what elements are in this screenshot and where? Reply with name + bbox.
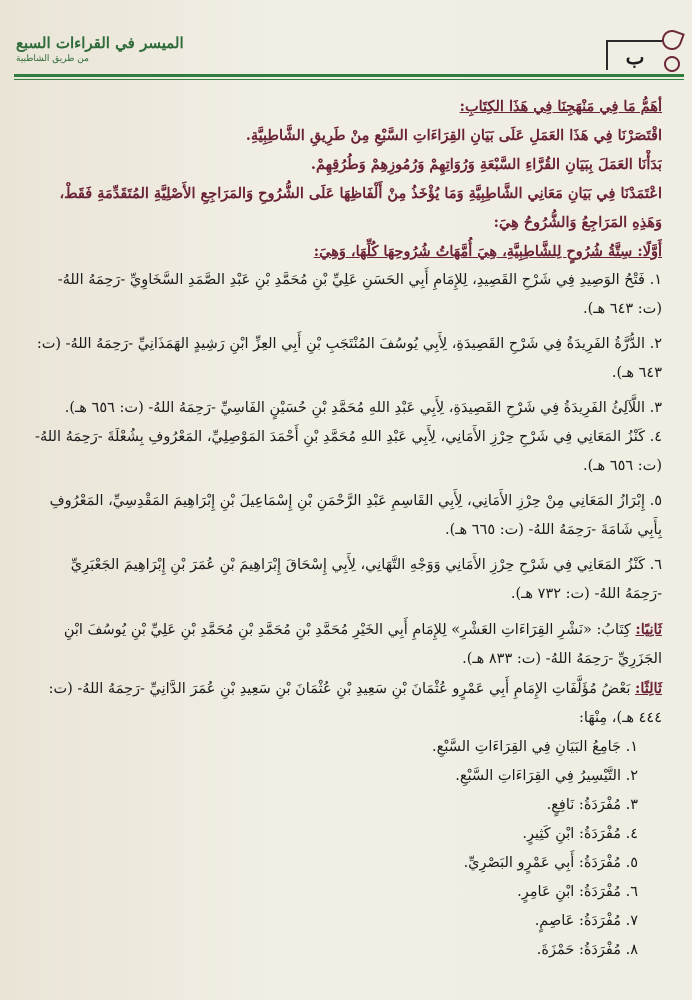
list-item: ٧. مُفْرَدَةُ: عَاصِمٍ.: [534, 913, 638, 929]
second-text: كِتَابُ: «نَشْرِ القِرَاءَاتِ العَشْرِ» لِلإِمَامِ أَبِي الخَيْرِ مُحَمَّدِ بْنِ مُحَمَّدِ بْنِ مُحَمَّدِ بْنِ عَلِيِّ بْنِ يُوسُفَ ابْنِ الجَزَرِيِّ -رَحِمَهُ اللهُ- (ت: ٨٣٣ هـ).: [63, 622, 662, 667]
ornament-dot-icon: [664, 56, 680, 72]
third-entry: [30, 674, 662, 733]
first-heading: أَوَّلًا: سِتَّةُ شُرُوحٍ لِلشَّاطِبِيَّةِ، هِيَ أُمَّهَاتُ شُرُوحِهَا كُلِّهَا، وَهِيَ:: [313, 243, 662, 260]
list-item: ١. جَامِعُ البَيَانِ فِي القِرَاءَاتِ السَّبْعِ.: [432, 739, 638, 755]
list-item: ٥. إِبْرَازُ المَعَانِي مِنْ حِرْزِ الأَمَانِي، لِأَبِي القَاسِمِ عَبْدِ الرَّحْمَنِ بْنِ إِسْمَاعِيلَ بْنِ إِبْرَاهِيمَ المَقْدِسِيِّ، المَعْرُوفِ بِأَبِي شَامَةَ -رَحِمَهُ اللهُ- (ت: ٦٦٥ هـ).: [49, 493, 662, 538]
header-rule-thin: [14, 79, 684, 80]
list-item: ٢. الدُّرَّةُ الفَرِيدَةُ فِي شَرْحِ القَصِيدَةِ، لِأَبِي يُوسُفَ المُنْتَجَبِ بْنِ أَبِي العِزِّ ابْنِ رَشِيدٍ الهَمَذَانِيِّ -رَحِمَهُ اللهُ- (ت: ٦٤٣ هـ).: [36, 336, 662, 381]
list-item: ٣. مُفْرَدَةُ: نَافِعٍ.: [546, 797, 638, 813]
page-number: ب: [606, 40, 662, 70]
running-title: الميسر في القراءات السبع: [16, 34, 184, 52]
list-item: ٤. كَنْزُ المَعَانِي فِي شَرْحِ حِرْزِ الأَمَانِي، لِأَبِي عَبْدِ اللهِ مُحَمَّدِ بْنِ أَحْمَدَ المَوْصِلِيِّ، المَعْرُوفِ بِشُعْلَةَ -رَحِمَهُ اللهُ- (ت: ٦٥٦ هـ).: [35, 429, 662, 474]
page-body: [30, 92, 662, 992]
method-point: اعْتَمَدْنَا فِي بَيَانِ مَعَانِي الشَّاطِبِيَّةِ وَمَا يُؤْخَذُ مِنْ أَلْفَاظِهَا عَلَى الشُّرُوحِ وَالمَرَاجِعِ الأَصْلِيَّةِ المُتَقَدِّمَةِ فَقَطْ، وَهَذِهِ المَرَاجِعُ وَالشُّرُوحُ هِيَ:: [59, 185, 662, 231]
page-header: [8, 30, 684, 74]
second-label: ثَانِيًا:: [635, 621, 662, 638]
list-item: ٤. مُفْرَدَةُ: ابْنِ كَثِيرٍ.: [522, 826, 638, 842]
ornament-icon: [659, 27, 685, 53]
list-item: ٦. مُفْرَدَةُ: ابْنِ عَامِرٍ.: [517, 884, 638, 900]
list-item: ١. فَتْحُ الوَصِيدِ فِي شَرْحِ القَصِيدِ، لِلإِمَامِ أَبِي الحَسَنِ عَلِيِّ بْنِ مُحَمَّدِ بْنِ عَبْدِ الصَّمَدِ السَّخَاوِيِّ -رَحِمَهُ اللهُ- (ت: ٦٤٣ هـ).: [57, 272, 662, 317]
running-subtitle: من طريق الشاطبية: [16, 54, 89, 64]
third-text: بَعْضُ مُؤَلَّفَاتِ الإِمَامِ أَبِي عَمْرٍو عُثْمَانَ بْنِ سَعِيدِ بْنِ عُثْمَانَ بْنِ سَعِيدِ بْنِ عُمَرَ الدَّانِيِّ -رَحِمَهُ اللهُ- (ت: ٤٤٤ هـ)، مِنْهَا:: [48, 681, 662, 726]
section-heading: أهَمُّ مَا فِي مَنْهَجِنَا فِي هَذَا الكِتَابِ:: [459, 98, 662, 115]
second-entry: [30, 615, 662, 674]
list-item: ٢. التَّيْسِيرُ فِي القِرَاءَاتِ السَّبْعِ.: [455, 768, 638, 784]
list-item: ٦. كَنْزُ المَعَانِي فِي شَرْحِ حِرْزِ الأَمَانِي وَوَجْهِ التَّهَانِي، لِأَبِي إِسْحَاقَ إِبْرَاهِيمَ بْنِ عُمَرَ بْنِ إِبْرَاهِيمَ الجَعْبَرِيِّ -رَحِمَهُ اللهُ- (ت: ٧٣٢ هـ).: [70, 557, 662, 602]
list-item: ٥. مُفْرَدَةُ: أَبِي عَمْرٍو البَصْرِيِّ.: [463, 855, 638, 871]
third-label: ثَالِثًا:: [634, 680, 662, 697]
method-point: بَدَأْنَا العَمَلَ بِبَيَانِ القُرَّاءِ السَّبْعَةِ وَرُوَاتِهِمْ وَرُمُوزِهِمْ وَطُرُقِهِمْ.: [310, 156, 662, 173]
list-item: ٣. اللَّآلِئُ الفَرِيدَةُ فِي شَرْحِ القَصِيدَةِ، لِأَبِي عَبْدِ اللهِ مُحَمَّدِ بْنِ حُسَيْنٍ الفَاسِيِّ -رَحِمَهُ اللهُ- (ت: ٦٥٦ هـ).: [64, 400, 662, 416]
list-item: ٨. مُفْرَدَةُ: حَمْزَةَ.: [536, 942, 638, 958]
header-rule: [14, 74, 684, 77]
method-point: اقْتَصَرْنَا فِي هَذَا العَمَلِ عَلَى بَيَانِ القِرَاءَاتِ السَّبْعِ مِنْ طَرِيقِ الشَّاطِبِيَّةِ.: [245, 127, 662, 144]
